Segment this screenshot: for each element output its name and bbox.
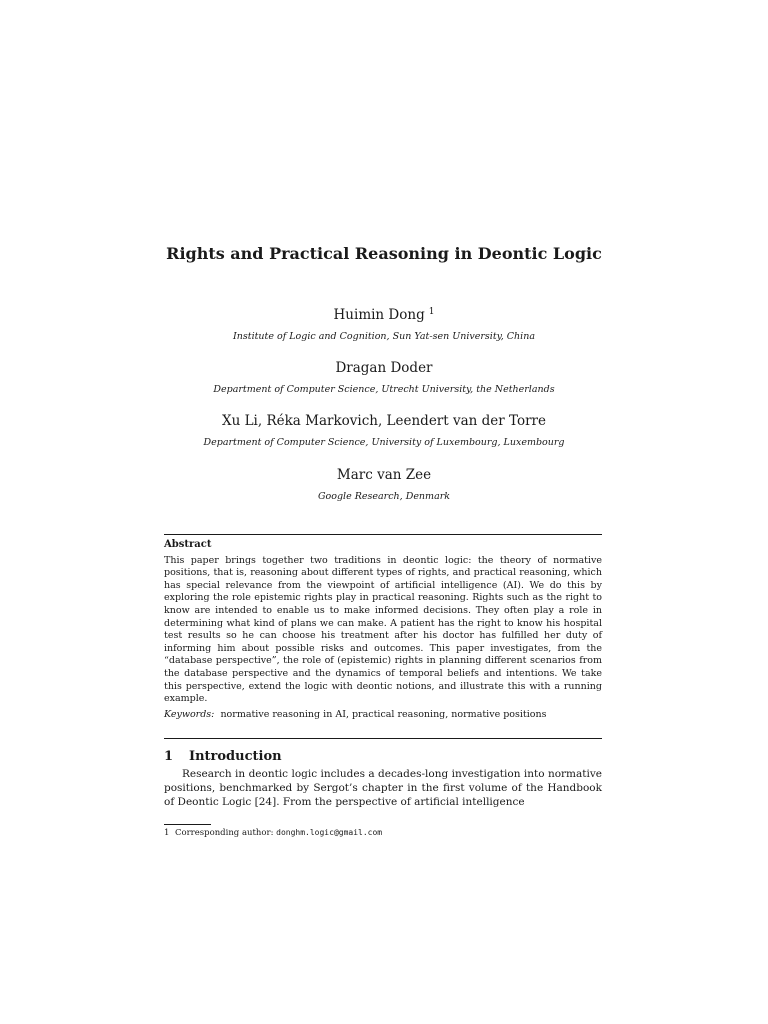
- author-affiliation: Google Research, Denmark: [317, 491, 451, 502]
- author-block-2: [150, 359, 618, 396]
- abstract-heading: Abstract: [164, 539, 212, 550]
- abstract-top-rule: [164, 534, 602, 535]
- author-affiliation: Department of Computer Science, University of Luxembourg, Luxembourg: [203, 437, 565, 448]
- author-block-1: [150, 306, 618, 343]
- keywords-line: [164, 709, 602, 722]
- section-body: Research in deontic logic includes a decades-long investigation into normative positions, benchmarked by Sergot’s chapter in the first volume of the Handbook of Deontic Logic [24]. From the perspective of artificial intelligence: [164, 768, 602, 808]
- keywords-label: Keywords:: [164, 708, 215, 720]
- author-name: Marc van Zee: [336, 467, 432, 483]
- section-heading: [164, 748, 602, 765]
- author-block-3: [150, 412, 618, 449]
- author-name: Huimin Dong $^1$: [333, 307, 435, 323]
- author-block-4: [150, 466, 618, 503]
- abstract-bottom-rule: [164, 738, 602, 739]
- author-name: Xu Li, Réka Markovich, Leendert van der Torre: [221, 413, 546, 429]
- footnote-rule: [164, 824, 211, 825]
- author-affiliation: Department of Computer Science, Utrecht University, the Netherlands: [213, 384, 555, 395]
- footnote-mark: 1: [164, 828, 170, 838]
- author-name: Dragan Doder: [335, 360, 433, 376]
- introduction-section: [164, 748, 602, 809]
- section-title: Introduction: [189, 749, 282, 764]
- footnote-email-link[interactable]: donghm.logic@gmail.com: [276, 828, 383, 837]
- paper-title: Rights and Practical Reasoning in Deontic Logic: [166, 244, 602, 263]
- footnote-text: Corresponding author:: [175, 828, 274, 838]
- section-number: 1: [164, 749, 174, 764]
- abstract: [164, 539, 602, 721]
- abstract-body: This paper brings together two traditions in deontic logic: the theory of normative positions, that is, reasoning about different types of rights, and practical reasoning, which has special relevance from the viewpoint of artificial intelligence (AI). We do this by exploring the role epistemic rights play in practical reasoning. Rights such as the right to know are intended to enable us to make informed decisions. They often play a role in determining what kind of plans we can make. A patient has the right to know his hospital test results so he can choose his treatment after his doctor has fulfilled her duty of informing him about possible risks and outcomes. This paper investigates, from the “database perspective”, the role of (epistemic) rights in planning different scenarios from the database perspective and the dynamics of temporal beliefs and intentions. We take this perspective, extend the logic with deontic notions, and illustrate this with a running example.: [164, 554, 602, 705]
- author-affiliation: Institute of Logic and Cognition, Sun Yat-sen University, China: [233, 331, 535, 342]
- keywords-text: normative reasoning in AI, practical reasoning, normative positions: [220, 708, 547, 720]
- footnote: [164, 827, 602, 839]
- footnote-reference[interactable]: 1: [428, 307, 435, 317]
